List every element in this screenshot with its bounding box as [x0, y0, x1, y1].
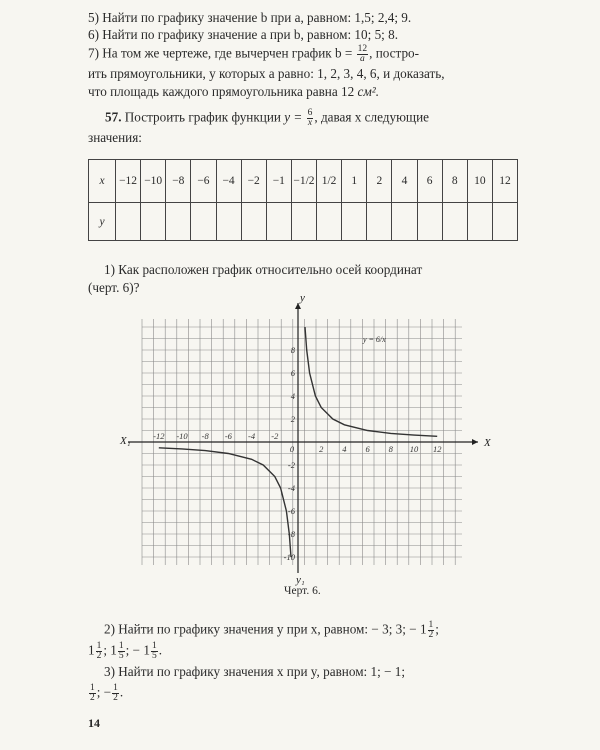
y-tick-label: -4 [287, 483, 295, 493]
question-1-line1: 1) Как расположен график относительно осей координат [104, 262, 423, 277]
question-2-line1: 2) Найти по графику значения y при x, равном: − 3; 3; − 1 $\frac{1}{2}$ ; [104, 620, 439, 640]
x-tick-label: 0 [289, 444, 295, 454]
x-tick-label: -10 [176, 431, 188, 441]
y-tick-label: 4 [290, 391, 295, 401]
table-cell-y [216, 203, 241, 241]
item-7-line2: ить прямоугольники, у которых a равно: 1, 2, 3, 4, 6, и доказать, [88, 66, 445, 81]
table-cell-y [266, 203, 291, 241]
curve-label: y = 6/x [362, 334, 386, 344]
table-cell-x: 12 [492, 160, 517, 203]
x-tick-label: -2 [271, 431, 279, 441]
item-7-line1: 7) На том же чертеже, где вычерчен график b = $\frac{12}{a}$ , постро- [88, 44, 420, 64]
question-1-line2: (черт. 6)? [88, 280, 140, 295]
table-cell-x: −8 [166, 160, 191, 203]
page-number: 14 [88, 716, 100, 730]
table-cell-x: 8 [442, 160, 467, 203]
y-tick-label: -6 [287, 506, 295, 516]
y-negative-axis-label: y₁ [296, 574, 305, 586]
x-axis-arrow [472, 439, 478, 445]
table-header-x: x [89, 160, 116, 203]
table-cell-y [392, 203, 417, 241]
x-tick-label: -4 [248, 431, 256, 441]
y-axis-label: y [300, 292, 305, 304]
y-tick-label: 8 [290, 345, 295, 355]
y-tick-label: -2 [287, 460, 295, 470]
table-cell-y [492, 203, 517, 241]
table-cell-x: −1/2 [291, 160, 316, 203]
table-cell-x: 2 [367, 160, 392, 203]
x-tick-label: -6 [224, 431, 232, 441]
table-cell-x: 4 [392, 160, 417, 203]
table-cell-x: −12 [116, 160, 141, 203]
table-cell-x: −6 [191, 160, 216, 203]
table-cell-x: 10 [467, 160, 492, 203]
table-cell-y [317, 203, 342, 241]
table-cell-y [342, 203, 367, 241]
x-tick-label: 4 [342, 444, 347, 454]
x-tick-label: -12 [153, 431, 165, 441]
x-tick-label: 12 [432, 444, 442, 454]
x-tick-label: 10 [409, 444, 419, 454]
x-tick-label: 8 [388, 444, 393, 454]
table-cell-y [116, 203, 141, 241]
table-cell-x: −2 [241, 160, 266, 203]
table-cell-x: −4 [216, 160, 241, 203]
x-tick-label: -8 [201, 431, 209, 441]
item-7-line3: что площадь каждого прямоугольника равна 12 см². [88, 84, 380, 99]
table-cell-x: 6 [417, 160, 442, 203]
y-tick-label: -10 [283, 552, 295, 562]
table-cell-y [467, 203, 492, 241]
item-5: 5) Найти по графику значение b при a, равном: 1,5; 2,4; 9. [88, 10, 412, 25]
table-cell-x: 1/2 [317, 160, 342, 203]
table-row-y [89, 203, 518, 241]
table-cell-y [417, 203, 442, 241]
x-tick-label: 2 [319, 444, 324, 454]
question-3-line2: $\frac{1}{2}$ ; − $\frac{1}{2}$ . [90, 683, 124, 703]
table-cell-x: −10 [141, 160, 166, 203]
y-tick-label: 2 [290, 414, 295, 424]
table-row-x [89, 160, 518, 203]
values-table [88, 159, 518, 241]
hyperbola-branch [159, 448, 291, 557]
x-tick-label: 6 [365, 444, 370, 454]
table-cell-y [141, 203, 166, 241]
hyperbola-chart [0, 292, 600, 586]
table-header-y: y [89, 203, 116, 241]
table-cell-x: −1 [266, 160, 291, 203]
question-3-line1: 3) Найти по графику значения x при y, равном: 1; − 1; [104, 664, 406, 679]
table-cell-y [191, 203, 216, 241]
table-cell-y [241, 203, 266, 241]
y-tick-label: 6 [290, 368, 295, 378]
table-cell-x: 1 [342, 160, 367, 203]
y-tick-label: -8 [287, 529, 295, 539]
table-cell-y [367, 203, 392, 241]
item-6: 6) Найти по графику значение a при b, равном: 10; 5; 8. [88, 27, 399, 42]
table-cell-y [291, 203, 316, 241]
figure-caption: Черт. 6. [284, 585, 321, 597]
x-axis-label: X [484, 437, 491, 449]
problem-57-line1: 57. Построить график функции y = $\frac{6}{x}$ , давая x следующие [105, 108, 429, 128]
table-cell-y [166, 203, 191, 241]
table-cell-y [442, 203, 467, 241]
x-negative-axis-label: X₁ [120, 435, 131, 447]
problem-57-line2: значения: [88, 130, 142, 145]
question-2-line2: 1 $\frac{1}{2}$ ; 1 $\frac{1}{5}$ ; − 1 $\frac{1}{5}$ . [88, 641, 162, 661]
